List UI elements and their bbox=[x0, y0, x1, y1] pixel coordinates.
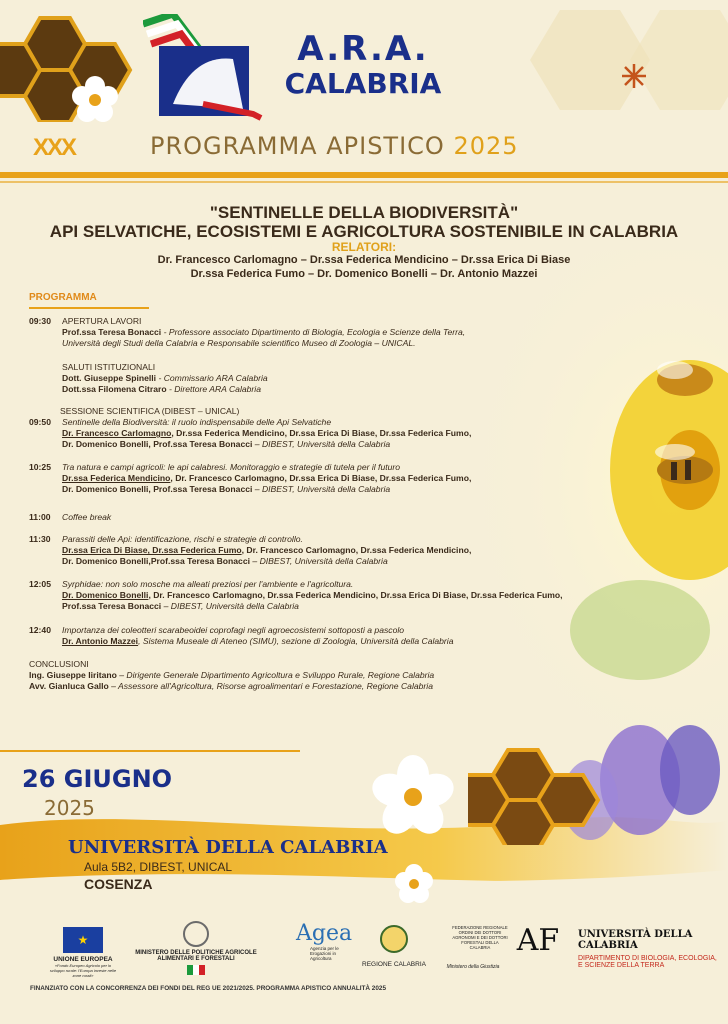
agenda-role: - Commissario ARA Calabria bbox=[156, 373, 268, 383]
agenda-time: 10:25 bbox=[29, 462, 51, 472]
agenda-topic: Coffee break bbox=[62, 512, 112, 522]
eu-sub: «Fondo Europeo Agricolo per lo sviluppo rurale: l'Europa investe nelle zone rurali» bbox=[49, 963, 117, 978]
ara-title-line1: A.R.A. bbox=[297, 29, 429, 69]
agenda-line bbox=[62, 373, 268, 384]
ara-title bbox=[278, 30, 448, 100]
agenda-affiliation: – DIBEST, Università della Calabria bbox=[252, 484, 391, 494]
venue-city: COSENZA bbox=[84, 876, 153, 892]
agenda-line bbox=[62, 439, 390, 450]
agenda-topic: Tra natura e campi agricoli: le api calabresi. Monitoraggio e strategie di tutela per il futuro bbox=[62, 462, 401, 472]
agenda-time: 11:30 bbox=[29, 534, 51, 544]
agenda-line bbox=[62, 556, 388, 567]
agenda-heading: SESSIONE SCIENTIFICA (DIBEST – UNICAL) bbox=[60, 406, 240, 416]
venue-room: Aula 5B2, DIBEST, UNICAL bbox=[84, 860, 233, 874]
agea-logo bbox=[272, 921, 352, 961]
federazione-logo bbox=[438, 925, 508, 970]
header-divider-thin bbox=[0, 181, 728, 183]
agenda-affiliation: – DIBEST, Università della Calabria bbox=[252, 439, 391, 449]
agenda-speaker: Dr. Domenico Bonelli bbox=[62, 590, 149, 600]
eu-logo bbox=[48, 927, 118, 978]
agenda-speakers: , Dr. Francesco Carlomagno, Dr.ssa Erica Di Biase, Dr.ssa Federica Fumo, bbox=[170, 473, 472, 483]
speakers-line2: Dr.ssa Federica Fumo – Dr. Domenico Bonelli – Dr. Antonio Mazzei bbox=[190, 268, 538, 280]
dipartimento-label-2: E SCIENZE DELLA TERRA bbox=[578, 962, 665, 969]
agenda-line bbox=[62, 590, 563, 601]
event-year: 2025 bbox=[44, 796, 95, 820]
agenda-time: 09:30 bbox=[29, 316, 51, 326]
agenda-line bbox=[62, 384, 261, 395]
white-flower-icon bbox=[368, 752, 458, 842]
speakers-line1: Dr. Francesco Carlomagno – Dr.ssa Federica Mendicino – Dr.ssa Erica Di Biase bbox=[157, 254, 571, 266]
event-title-line1: "SENTINELLE DELLA BIODIVERSITÀ" bbox=[209, 203, 519, 222]
agenda-topic: Sentinelle della Biodiversità: il ruolo indispensabile delle Api Selvatiche bbox=[62, 417, 332, 427]
agenda-speakers: Prof.ssa Teresa Bonacci bbox=[62, 601, 162, 611]
agenda-role: – Assessore all'Agricoltura, Risorse agroalimentari e Forestazione, Regione Calabria bbox=[108, 681, 433, 691]
honeycomb-icon bbox=[0, 12, 140, 122]
agenda-affiliation: – DIBEST, Università della Calabria bbox=[161, 601, 299, 611]
agenda-affiliation: – DIBEST, Università della Calabria bbox=[250, 556, 388, 566]
agenda-line bbox=[29, 670, 434, 681]
agenda-time: 12:05 bbox=[29, 579, 51, 589]
agenda-line bbox=[62, 428, 471, 439]
agenda-speaker: Dr.ssa Erica Di Biase, Dr.ssa Federica Fumo bbox=[62, 545, 242, 555]
unical-logo bbox=[578, 929, 728, 969]
agenda-line: Università degli Studi della Calabria e Responsabile scientifico Museo di Zoologia – UNICAL. bbox=[62, 338, 416, 348]
sparkle-icon bbox=[620, 62, 648, 90]
agenda-person: Ing. Giuseppe Iiritano bbox=[29, 670, 117, 680]
agenda-topic: Syrphidae: non solo mosche ma alleati preziosi per l'ambiente e l'agricoltura. bbox=[62, 579, 354, 589]
agenda-heading: SALUTI ISTITUZIONALI bbox=[62, 362, 156, 372]
agenda-line bbox=[62, 601, 299, 612]
unical-label: UNIVERSITÀ DELLA CALABRIA bbox=[578, 929, 693, 951]
af-label: AF bbox=[516, 923, 560, 958]
agenda-person: Dott.ssa Filomena Citraro bbox=[62, 384, 167, 394]
federazione-label: FEDERAZIONE REGIONALE ORDINI DEI DOTTORI AGRONOMI E DEI DOTTORI FORESTALI DELLA CALABRIA bbox=[452, 925, 508, 950]
emblem-icon bbox=[183, 921, 209, 947]
agenda-time: 09:50 bbox=[29, 417, 51, 427]
agenda-time: 12:40 bbox=[29, 625, 51, 635]
programma-underline bbox=[29, 307, 149, 309]
agenda-line bbox=[62, 473, 471, 484]
agenda-speakers: Dr. Domenico Bonelli,Prof.ssa Teresa Bonacci bbox=[62, 556, 251, 566]
agenda bbox=[29, 316, 669, 696]
agenda-speakers: Dr. Domenico Bonelli, Prof.ssa Teresa Bonacci bbox=[62, 484, 253, 494]
agenda-line bbox=[62, 545, 471, 556]
agenda-line bbox=[62, 327, 465, 338]
agenda-person: Prof.ssa Teresa Bonacci bbox=[62, 327, 162, 337]
agenda-line bbox=[29, 681, 433, 692]
relatori-label: RELATORI: bbox=[331, 240, 397, 254]
agenda-speaker: Dr. Antonio Mazzei bbox=[62, 636, 139, 646]
agenda-speakers: , Dr. Francesco Carlomagno, Dr.ssa Federica Mendicino, Dr.ssa Erica Di Biase, Dr.ssa Federica Fumo, bbox=[148, 590, 563, 600]
agenda-speaker: Dr. Francesco Carlomagno bbox=[62, 428, 172, 438]
agenda-role: - Professore associato Dipartimento di Biologia, Ecologia e Scienze della Terra, bbox=[161, 327, 466, 337]
agenda-topic: Parassiti delle Api: identificazione, rischi e strategie di controllo. bbox=[62, 534, 303, 544]
agenda-role: – Dirigente Generale Dipartimento Agricoltura e Sviluppo Rurale, Regione Calabria bbox=[116, 670, 435, 680]
ara-title-line2: CALABRIA bbox=[284, 67, 442, 100]
agenda-affiliation: , Sistema Museale di Ateneo (SIMU), sezione di Zoologia, Università della Calabria bbox=[138, 636, 454, 646]
small-flower-icon bbox=[390, 860, 438, 908]
mipaaf-logo bbox=[122, 921, 270, 975]
agenda-speaker: Dr.ssa Federica Mendicino bbox=[62, 473, 171, 483]
agea-label: Agea bbox=[296, 921, 353, 946]
federazione-sub: Ministero della Giustizia bbox=[446, 964, 500, 970]
mipaaf-label: MINISTERO DELLE POLITICHE AGRICOLE ALIMENTARI E FORESTALI bbox=[135, 950, 257, 962]
programma-title bbox=[150, 132, 519, 160]
decorative-xxx: XXX bbox=[33, 134, 76, 161]
agenda-speakers: , Dr. Francesco Carlomagno, Dr.ssa Federica Mendicino, bbox=[241, 545, 472, 555]
regione-label: REGIONE CALABRIA bbox=[362, 961, 426, 968]
af-logo bbox=[508, 923, 568, 958]
venue-name: UNIVERSITÀ DELLA CALABRIA bbox=[68, 837, 388, 858]
agenda-person: Dott. Giuseppe Spinelli bbox=[62, 373, 157, 383]
agenda-time: 11:00 bbox=[29, 512, 51, 522]
italian-flag-icon bbox=[187, 965, 205, 975]
eu-label: UNIONE EUROPEA bbox=[53, 956, 113, 963]
eu-flag-icon: ★ bbox=[63, 927, 103, 953]
regione-emblem-icon bbox=[380, 925, 408, 953]
sponsor-logos bbox=[0, 915, 728, 995]
agenda-line bbox=[62, 636, 454, 647]
agenda-speakers: Dr. Domenico Bonelli, Prof.ssa Teresa Bonacci bbox=[62, 439, 253, 449]
bee-illustration bbox=[615, 340, 728, 520]
programma-section-label: PROGRAMMA bbox=[29, 292, 97, 303]
event-date: 26 GIUGNO bbox=[22, 765, 173, 793]
agenda-speakers: , Dr.ssa Federica Mendicino, Dr.ssa Erica Di Biase, Dr.ssa Federica Fumo, bbox=[171, 428, 472, 438]
dipartimento-label: DIPARTIMENTO DI BIOLOGIA, ECOLOGIA, bbox=[578, 955, 717, 962]
agenda-line bbox=[62, 484, 390, 495]
agenda-heading: CONCLUSIONI bbox=[29, 659, 89, 669]
programma-year: 2025 bbox=[453, 132, 519, 160]
programma-label: PROGRAMMA APISTICO bbox=[150, 132, 445, 160]
header-divider bbox=[0, 172, 728, 178]
agenda-topic: Importanza dei coleotteri scarabeoidei coprofagi negli agroecosistemi sottoposti a pascolo bbox=[62, 625, 405, 635]
agea-sub: Agenzia per le Erogazioni in Agricoltura bbox=[310, 946, 339, 961]
agenda-person: Avv. Gianluca Gallo bbox=[29, 681, 109, 691]
footer-honeycomb-icon bbox=[468, 745, 608, 845]
event-title-line2: API SELVATICHE, ECOSISTEMI E AGRICOLTURA SOSTENIBILE IN CALABRIA bbox=[49, 222, 679, 241]
agenda-role: - Direttore ARA Calabria bbox=[166, 384, 261, 394]
agenda-heading: APERTURA LAVORI bbox=[62, 316, 142, 326]
ara-logo bbox=[143, 14, 263, 122]
funding-note: FINANZIATO CON LA CONCORRENZA DEI FONDI DEL REG UE 2021/2025. PROGRAMMA APISTICO ANNUALITÀ 2025 bbox=[30, 985, 387, 992]
regione-logo bbox=[355, 925, 433, 968]
